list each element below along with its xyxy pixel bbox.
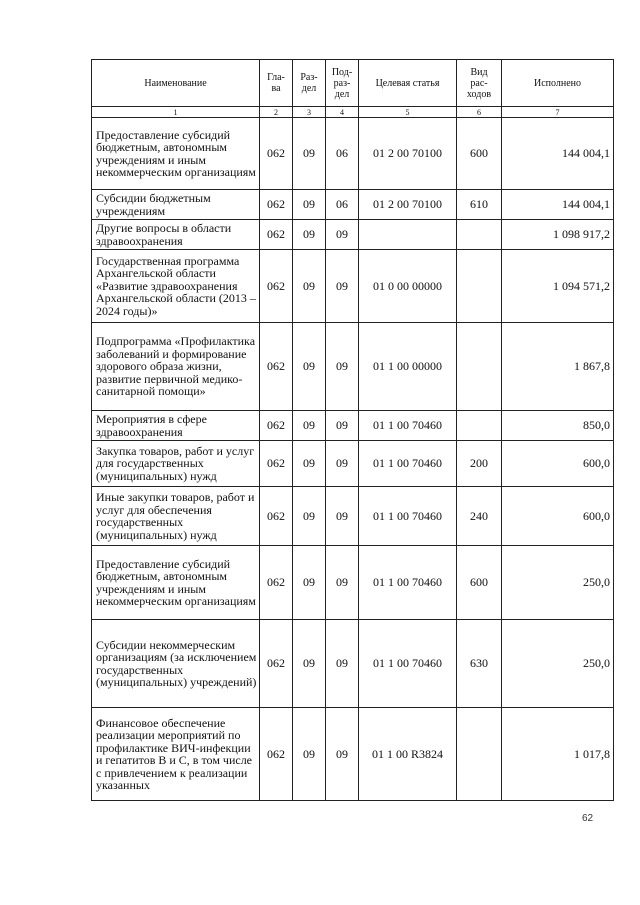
col-number: 4 [326,107,359,118]
header-name: Наименование [92,60,260,107]
row-amount: 250,0 [502,620,614,708]
row-amount: 1 098 917,2 [502,220,614,250]
row-razdel: 09 [293,487,326,546]
column-number-row [92,107,614,118]
row-razdel: 09 [293,411,326,441]
row-amount: 1 867,8 [502,323,614,411]
row-glava: 062 [260,190,293,220]
col-number: 3 [293,107,326,118]
row-amount: 1 017,8 [502,708,614,801]
table-row [92,118,614,190]
row-podrazdel: 09 [326,220,359,250]
row-amount: 600,0 [502,441,614,487]
row-podrazdel: 09 [326,411,359,441]
table-row [92,708,614,801]
row-glava: 062 [260,118,293,190]
row-target: 01 1 00 70460 [359,620,457,708]
row-glava: 062 [260,220,293,250]
row-glava: 062 [260,487,293,546]
row-glava: 062 [260,441,293,487]
row-podrazdel: 09 [326,487,359,546]
row-razdel: 09 [293,441,326,487]
row-target: 01 1 00 70460 [359,411,457,441]
row-glava: 062 [260,411,293,441]
table-row [92,441,614,487]
header-glava: Гла- ва [260,60,293,107]
row-podrazdel: 09 [326,441,359,487]
row-podrazdel: 06 [326,118,359,190]
row-target: 01 1 00 R3824 [359,708,457,801]
row-razdel: 09 [293,323,326,411]
row-podrazdel: 09 [326,250,359,323]
row-vid: 200 [457,441,502,487]
table-row [92,546,614,620]
row-name: Государственная программа Архангельской области «Развитие здравоохранения Архангельской области (2013 – 2024 годы)» [92,250,260,323]
col-number: 6 [457,107,502,118]
row-vid: 240 [457,487,502,546]
col-number: 7 [502,107,614,118]
row-amount: 144 004,1 [502,190,614,220]
col-number: 5 [359,107,457,118]
row-name: Закупка товаров, работ и услуг для государственных (муниципальных) нужд [92,441,260,487]
row-amount: 144 004,1 [502,118,614,190]
row-name: Финансовое обеспечение реализации мероприятий по профилактике ВИЧ-инфекции и гепатитов B и C, в том числе с привлечением к реализации указанных [92,708,260,801]
row-vid: 600 [457,118,502,190]
row-name: Мероприятия в сфере здравоохранения [92,411,260,441]
header-executed: Исполнено [502,60,614,107]
row-razdel: 09 [293,118,326,190]
row-vid: 600 [457,546,502,620]
row-glava: 062 [260,620,293,708]
row-vid [457,411,502,441]
row-podrazdel: 09 [326,708,359,801]
row-target: 01 1 00 70460 [359,487,457,546]
row-amount: 250,0 [502,546,614,620]
row-vid [457,220,502,250]
row-vid [457,323,502,411]
row-target: 01 1 00 70460 [359,546,457,620]
table-header-row [92,60,614,107]
table-row [92,250,614,323]
row-amount: 600,0 [502,487,614,546]
col-number: 1 [92,107,260,118]
table-row [92,411,614,441]
row-glava: 062 [260,250,293,323]
row-amount: 1 094 571,2 [502,250,614,323]
row-razdel: 09 [293,250,326,323]
row-podrazdel: 09 [326,620,359,708]
table-row [92,620,614,708]
row-target: 01 2 00 70100 [359,190,457,220]
row-vid: 630 [457,620,502,708]
row-razdel: 09 [293,708,326,801]
row-name: Другие вопросы в области здравоохранения [92,220,260,250]
header-vid: Вид рас- ходов [457,60,502,107]
row-glava: 062 [260,323,293,411]
row-name: Подпрограмма «Профилактика заболеваний и формирование здорового образа жизни, развитие первичной медико-санитарной помощи» [92,323,260,411]
table-row [92,323,614,411]
row-amount: 850,0 [502,411,614,441]
row-name: Предоставление субсидий бюджетным, автономным учреждениям и иным некоммерческим организациям [92,118,260,190]
row-podrazdel: 09 [326,323,359,411]
col-number: 2 [260,107,293,118]
header-target: Целевая статья [359,60,457,107]
page-number: 62 [582,813,594,824]
row-vid [457,708,502,801]
table-row [92,220,614,250]
row-razdel: 09 [293,220,326,250]
row-name: Субсидии некоммерческим организациям (за исключением государственных (муниципальных) учреждений) [92,620,260,708]
row-razdel: 09 [293,546,326,620]
row-name: Предоставление субсидий бюджетным, автономным учреждениям и иным некоммерческим организациям [92,546,260,620]
row-name: Субсидии бюджетным учреждениям [92,190,260,220]
row-podrazdel: 06 [326,190,359,220]
row-glava: 062 [260,708,293,801]
table-row [92,190,614,220]
row-target: 01 0 00 00000 [359,250,457,323]
row-vid: 610 [457,190,502,220]
row-target: 01 1 00 00000 [359,323,457,411]
row-vid [457,250,502,323]
header-podrazdel: Под- раз- дел [326,60,359,107]
row-target: 01 1 00 70460 [359,441,457,487]
row-glava: 062 [260,546,293,620]
row-razdel: 09 [293,190,326,220]
row-podrazdel: 09 [326,546,359,620]
table-row [92,487,614,546]
budget-table [91,59,614,801]
row-name: Иные закупки товаров, работ и услуг для обеспечения государственных (муниципальных) нужд [92,487,260,546]
row-razdel: 09 [293,620,326,708]
header-razdel: Раз- дел [293,60,326,107]
row-target [359,220,457,250]
row-target: 01 2 00 70100 [359,118,457,190]
